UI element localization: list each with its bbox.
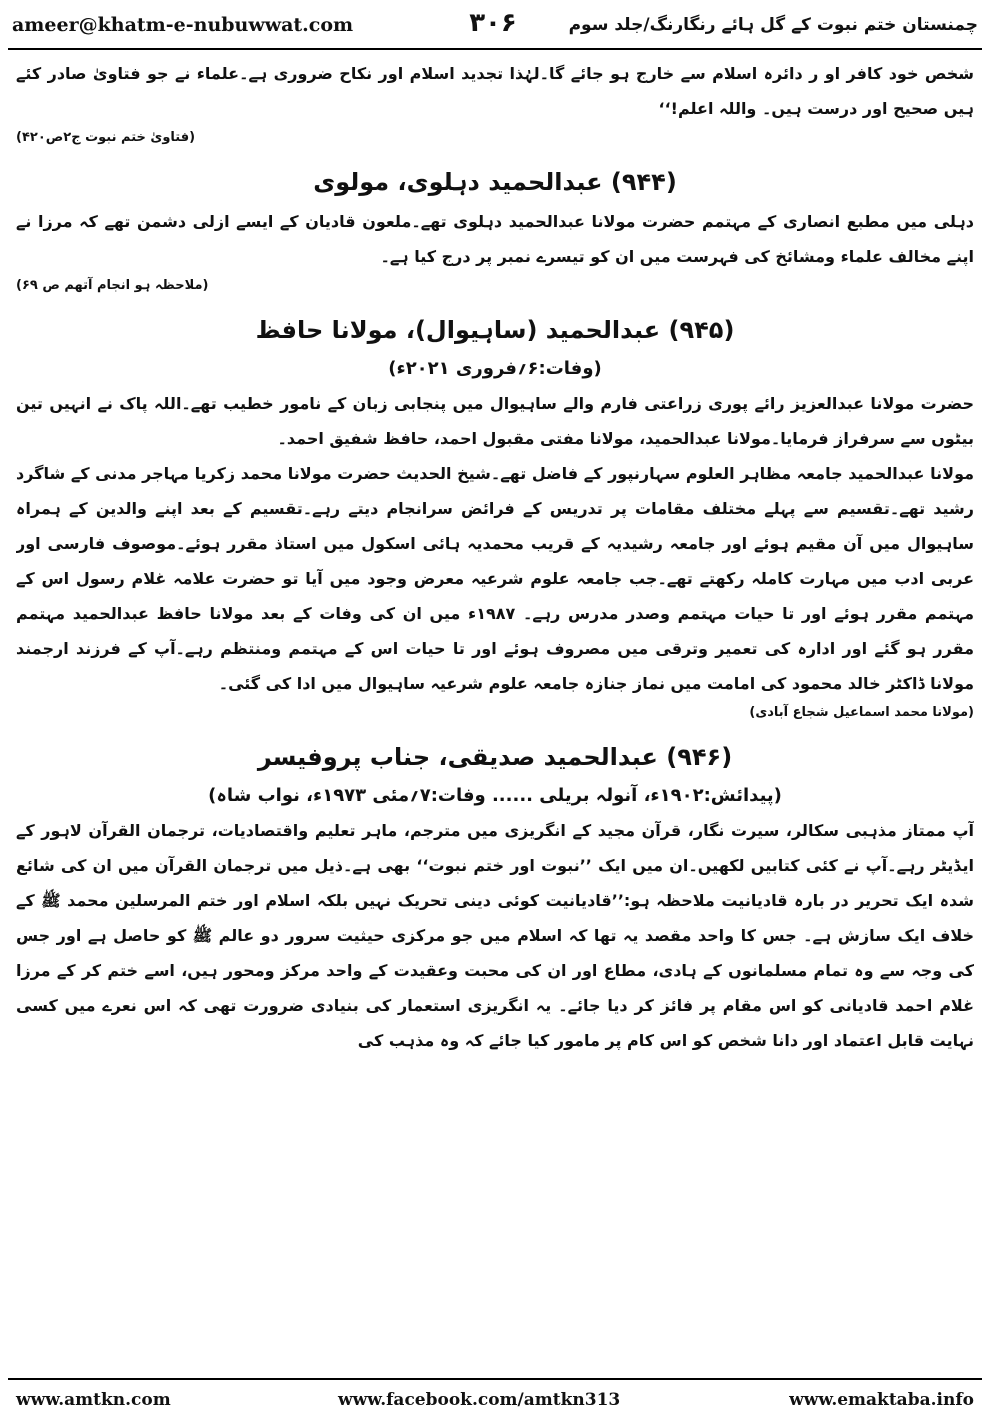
book-title: چمنستان ختم نبوت کے گل ہائے رنگارنگ/جلد سوم	[568, 15, 978, 35]
reference: (مولانا محمد اسماعیل شجاع آبادی)	[749, 705, 974, 720]
section-dates: (وفات:۶؍فروری ۲۰۲۱ء)	[388, 358, 602, 379]
paragraph: آپ ممتاز مذہبی سکالر، سیرت نگار، قرآن مجید کے انگریزی میں مترجم، ماہر تعلیم واقتصادیات، ترجمان القرآن لاہور کے ایڈیٹر رہے۔آپ نے کئی کتابیں لکھیں۔ان میں ایک ’’نبوت اور ختم نبوت‘‘ بھی ہے۔ذیل میں ترجمان القرآن میں ان کی شائع شدہ ایک تحریر در بارہ قادیانیت ملاحظہ ہو:’’قادیانیت کوئی دینی تحریک نہیں بلکہ اسلام اور ختم المرسلین محمد ﷺ کے خلاف ایک سازش ہے۔ جس کا واحد مقصد یہ تھا کہ اسلام میں جو مرکزی حیثیت سرور دو عالم ﷺ کو حاصل ہے اور جس کی وجہ سے وہ تمام مسلمانوں کے ہادی، مطاع اور ان کی محبت وعقیدت کے واحد مرکز ومحور ہیں، اسے ختم کر کے مرزا غلام احمد قادیانی کو اس مقام پر فائز کر دیا جائے۔ یہ انگریزی استعمار کی بنیادی ضرورت تھی کہ اس نعرے میں کسی نہایت قابل اعتماد اور دانا شخص کو اس کام پر مامور کیا جائے کہ وہ مذہب کی	[16, 821, 974, 1050]
footer-link-left[interactable]: www.amtkn.com	[16, 1390, 171, 1410]
page-footer	[8, 1384, 982, 1414]
paragraph: حضرت مولانا عبدالعزیز رائے پوری زراعتی فارم والے ساہیوال میں پنجابی زبان کے نامور خطیب تھے۔اللہ پاک نے انہیں تین بیٹوں سے سرفراز فرمایا۔مولانا عبدالحمید، مولانا مفتی مقبول احمد، حافظ شفیق احمد۔	[16, 394, 974, 448]
footer-link-right[interactable]: www.emaktaba.info	[789, 1390, 974, 1410]
page-number: ۳۰۶	[469, 8, 517, 38]
footer-divider	[8, 1378, 982, 1380]
page-body	[16, 56, 974, 1372]
section-heading: (۹۴۴) عبدالحمید دہلوی، مولوی	[313, 168, 677, 196]
reference: (ملاحظہ ہو انجام آتھم ص ۶۹)	[16, 278, 209, 293]
footer-link-center[interactable]: www.facebook.com/amtkn313	[338, 1390, 621, 1410]
header-email[interactable]: ameer@khatm-e-nubuwwat.com	[12, 14, 354, 36]
section-dates: (پیدائش:۱۹۰۲ء، آنولہ بریلی ...... وفات:۷؍مئی ۱۹۷۳ء، نواب شاہ)	[208, 785, 782, 806]
paragraph: دہلی میں مطبع انصاری کے مہتمم حضرت مولانا عبدالحمید دہلوی تھے۔ملعون قادیان کے ایسے ازلی دشمن تھے کہ مرزا نے اپنے مخالف علماء ومشائخ کی فہرست میں ان کو تیسرے نمبر پر درج کیا ہے۔	[16, 212, 974, 266]
header-divider	[8, 48, 982, 50]
section-heading: (۹۴۵) عبدالحمید (ساہیوال)، مولانا حافظ	[255, 316, 735, 344]
reference: (فتاویٰ ختم نبوت ج۲ص۴۲۰)	[16, 130, 196, 145]
section-heading: (۹۴۶) عبدالحمید صدیقی، جناب پروفیسر	[257, 743, 733, 771]
paragraph: شخص خود کافر او ر دائرہ اسلام سے خارج ہو جائے گا۔لہٰذا تجدید اسلام اور نکاح ضروری ہے۔علماء نے جو فتاویٰ صادر کئے ہیں صحیح اور درست ہیں۔ واللہ اعلم!‘‘	[16, 64, 974, 118]
page-header	[8, 6, 982, 46]
paragraph: مولانا عبدالحمید جامعہ مظاہر العلوم سہارنپور کے فاضل تھے۔شیخ الحدیث حضرت مولانا محمد زکریا مہاجر مدنی کے شاگرد رشید تھے۔تقسیم سے پہلے مختلف مقامات پر تدریس کے فرائض سرانجام دیتے رہے۔تقسیم کے بعد اپنے والدین کے ہمراہ ساہیوال میں آن مقیم ہوئے اور جامعہ رشیدیہ کے قریب محمدیہ ہائی اسکول میں استاذ مقرر ہوئے۔موصوف فارسی اور عربی ادب میں مہارت کاملہ رکھتے تھے۔جب جامعہ علوم شرعیہ معرض وجود میں آیا تو حضرت علامہ غلام رسول اس کے مہتمم مقرر ہوئے اور تا حیات مہتمم وصدر مدرس رہے۔ ۱۹۸۷ء میں ان کی وفات کے بعد مولانا حافظ عبدالحمید مہتمم مقرر ہو گئے اور ادارہ کی تعمیر وترقی میں مصروف ہوئے اور تا حیات اس کے مہتمم ومنتظم رہے۔آپ کے فرزند ارجمند مولانا ڈاکٹر خالد محمود کی امامت میں نماز جنازہ جامعہ علوم شرعیہ ساہیوال میں ادا کی گئی۔	[16, 464, 974, 693]
